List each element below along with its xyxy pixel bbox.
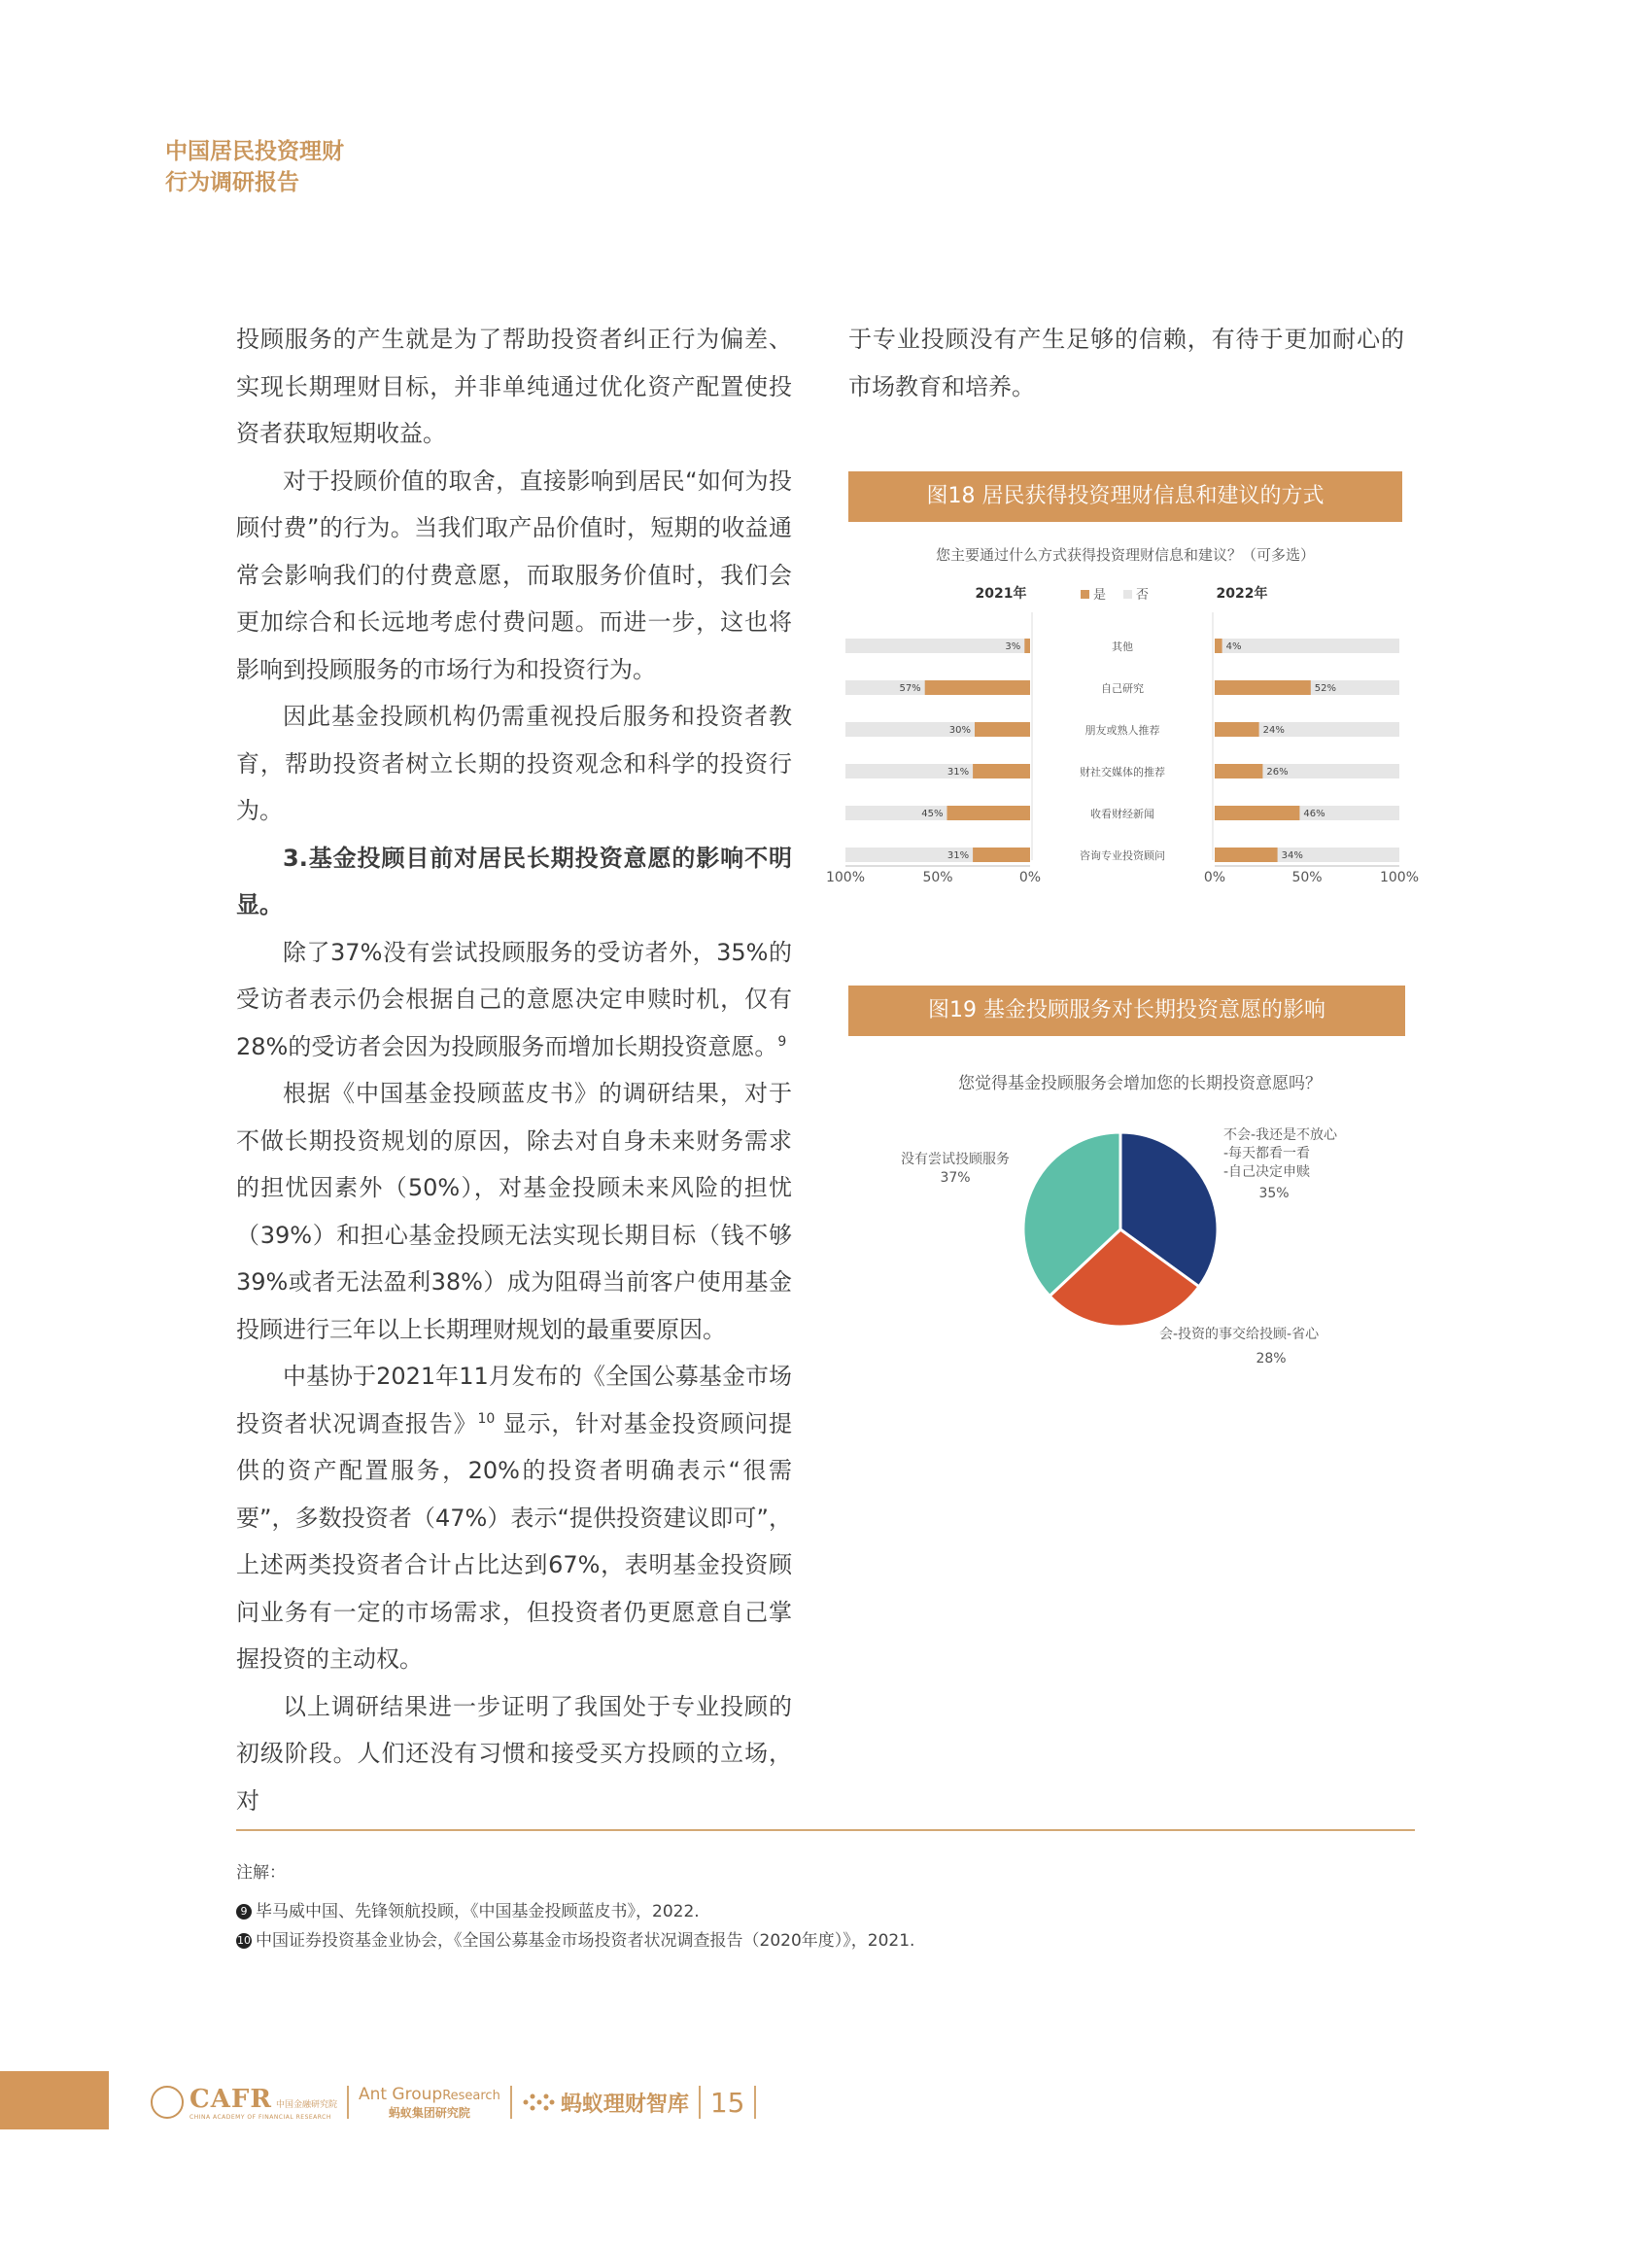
bar-2022-yes [1215,848,1278,862]
notes-heading: 注解： [236,1863,286,1883]
figure-19-banner: 图19 基金投顾服务对长期投资意愿的影响 [848,986,1405,1036]
footnote-9: 9 毕马威中国、先锋领航投顾，《中国基金投顾蓝皮书》，2022. [236,1897,914,1926]
slice-label-none: 没有尝试投顾服务 [901,1152,1010,1167]
footer-separator [510,2086,512,2119]
legend-label-yes: 是 [1093,588,1107,603]
tick-label-right: 0% [1203,870,1226,885]
bar-2022-yes [1215,639,1222,653]
category-label: 财社交媒体的推荐 [1080,766,1165,778]
tick-label-left: 100% [825,870,866,885]
legend-swatch-yes [1081,590,1089,599]
footer-separator [347,2086,349,2119]
slice-label-yes: 会-投资的事交给投顾-省心 [1159,1327,1320,1342]
legend-label-no: 否 [1136,588,1150,603]
bar-2022-yes [1215,722,1259,737]
data-label-2022: 4% [1225,641,1242,652]
bar-2021-yes [973,764,1030,778]
category-label: 其他 [1112,640,1133,653]
data-label-2022: 46% [1303,809,1325,819]
year-label-2021: 2021年 [975,586,1027,602]
figure-19-chart [848,1108,1431,1380]
footnote-number: 9 [236,1904,252,1920]
bar-2022-yes [1215,806,1299,820]
paragraph: 中基协于2021年11月发布的《全国公募基金市场投资者状况调查报告》$^{10}$ 显示，针对基金投资顾问提供的资产配置服务，20%的投资者明确表示“很需要”，多数投资者（47%）表示“提供投资建议即可”，上述两类投资者合计占比达到67%，表明基金投资顾问业务有一定的市场需求，但投资者仍更愿意自己掌握投资的主动权。 [236,1363,793,1673]
slice-pct-no: 35% [1258,1186,1290,1201]
footnote-divider [236,1829,1415,1831]
footer-separator [754,2086,756,2119]
paragraph: 根据《中国基金投顾蓝皮书》的调研结果，对于不做长期投资规划的原因，除去对自身未来财务需求的担忧因素外（50%），对基金投顾未来风险的担忧（39%）和担心基金投顾无法实现长期目标（钱不够39%或者无法盈利38%）成为阻碍当前客户使用基金投顾进行三年以上长期理财规划的最重要原因。 [236,1080,792,1343]
footer-accent-block [0,2071,109,2129]
slice-pct-yes: 28% [1256,1351,1287,1367]
ant-group-research-logo: Ant GroupResearch 蚂蚁集团研究院 [358,2084,500,2120]
data-label-2022: 52% [1314,683,1337,694]
cafr-seal-icon [151,2086,184,2119]
bar-2021-yes [947,806,1031,820]
figure-18-question: 您主要通过什么方式获得投资理财信息和建议？（可多选） [935,546,1315,564]
paragraph: 以上调研结果进一步证明了我国处于专业投顾的初级阶段。人们还没有习惯和接受买方投顾的立场，对 [236,1692,792,1815]
footnote-number: 10 [237,1934,251,1947]
paragraph: 因此基金投顾机构仍需重视投后服务和投资者教育，帮助投资者树立长期的投资观念和科学的投资行为。 [236,703,792,824]
bar-2021-no [845,639,1030,653]
dots-logo-icon [522,2091,555,2114]
data-label-2021: 31% [946,767,970,778]
legend-swatch-no [1123,590,1132,599]
data-label-2021: 3% [1005,641,1021,652]
footnote-10: 10 中国证券投资基金业协会，《全国公募基金市场投资者状况调查报告（2020年度）》，2021. [237,1931,915,1951]
ant-think-tank-logo: 蚂蚁理财智库 [522,2088,689,2118]
bar-2021-yes [925,680,1030,695]
section-heading: 3.基金投顾目前对居民长期投资意愿的影响不明显。 [236,844,792,918]
bar-2022-yes [1215,764,1262,778]
slice-label-no: -自己决定申赎 [1223,1164,1311,1180]
footnotes [236,1858,914,1955]
bar-2022-yes [1215,680,1311,695]
bar-2021-yes [973,848,1030,862]
footer-separator [699,2086,701,2119]
figure-18-banner: 图18 居民获得投资理财信息和建议的方式 [848,471,1402,522]
tick-label-right: 50% [1291,870,1323,885]
footnote-ref[interactable]: 10 [477,1410,496,1427]
data-label-2021: 31% [946,850,970,861]
cafr-logo: CAFR 中国金融研究院 CHINA ACADEMY OF FINANCIAL RESEARCH [151,2085,337,2121]
paragraph: 除了37%没有尝试投顾服务的受访者外，35%的受访者表示仍会根据自己的意愿决定申赎时机，仅有28%的受访者会因为投顾服务而增加长期投资意愿。$^9$ [236,938,792,1060]
slice-label-no: 不会-我还是不放心 [1223,1127,1338,1143]
tick-label-left: 50% [922,870,953,885]
slice-label-no: -每天都看一看 [1223,1146,1311,1161]
category-label: 朋友或熟人推荐 [1084,724,1160,737]
data-label-2022: 34% [1281,850,1303,861]
bar-2021-yes [1024,639,1030,653]
figure-19-question: 您觉得基金投顾服务会增加您的长期投资意愿吗？ [958,1074,1322,1093]
bar-2021-yes [975,722,1030,737]
report-title-line1: 中国居民投资理财 [165,139,344,164]
category-label: 收看财经新闻 [1090,808,1154,820]
data-label-2021: 45% [921,809,944,819]
paragraph: 于专业投顾没有产生足够的信赖，有待于更加耐心的市场教育和培养。 [848,326,1404,400]
right-column [848,316,1404,410]
page-number: 15 [709,2086,745,2119]
slice-pct-none: 37% [940,1170,971,1186]
footer-logos [151,2078,766,2127]
figure-18-chart [825,569,1438,918]
data-label-2022: 26% [1266,767,1289,778]
report-title-line2: 行为调研报告 [165,170,299,195]
tick-label-left: 0% [1018,870,1042,885]
footnote-ref[interactable]: 9 [777,1033,787,1050]
data-label-2021: 30% [948,725,971,736]
data-label-2021: 57% [899,683,921,694]
category-label: 自己研究 [1101,682,1144,695]
paragraph: 对于投顾价值的取舍，直接影响到居民“如何为投顾付费”的行为。当我们取产品价值时，短期的收益通常会影响我们的付费意愿，而取服务价值时，我们会更加综合和长远地考虑付费问题。而进一步，这也将影响到投顾服务的市场行为和投资行为。 [236,467,792,683]
bar-2022-no [1215,639,1399,653]
left-column [236,316,792,1824]
paragraph: 投顾服务的产生就是为了帮助投资者纠正行为偏差、实现长期理财目标，并非单纯通过优化资产配置使投资者获取短期收益。 [236,326,792,447]
category-label: 咨询专业投资顾问 [1080,849,1165,862]
report-title [165,136,344,198]
year-label-2022: 2022年 [1216,586,1268,602]
tick-label-right: 100% [1379,870,1420,885]
data-label-2022: 24% [1262,725,1285,736]
